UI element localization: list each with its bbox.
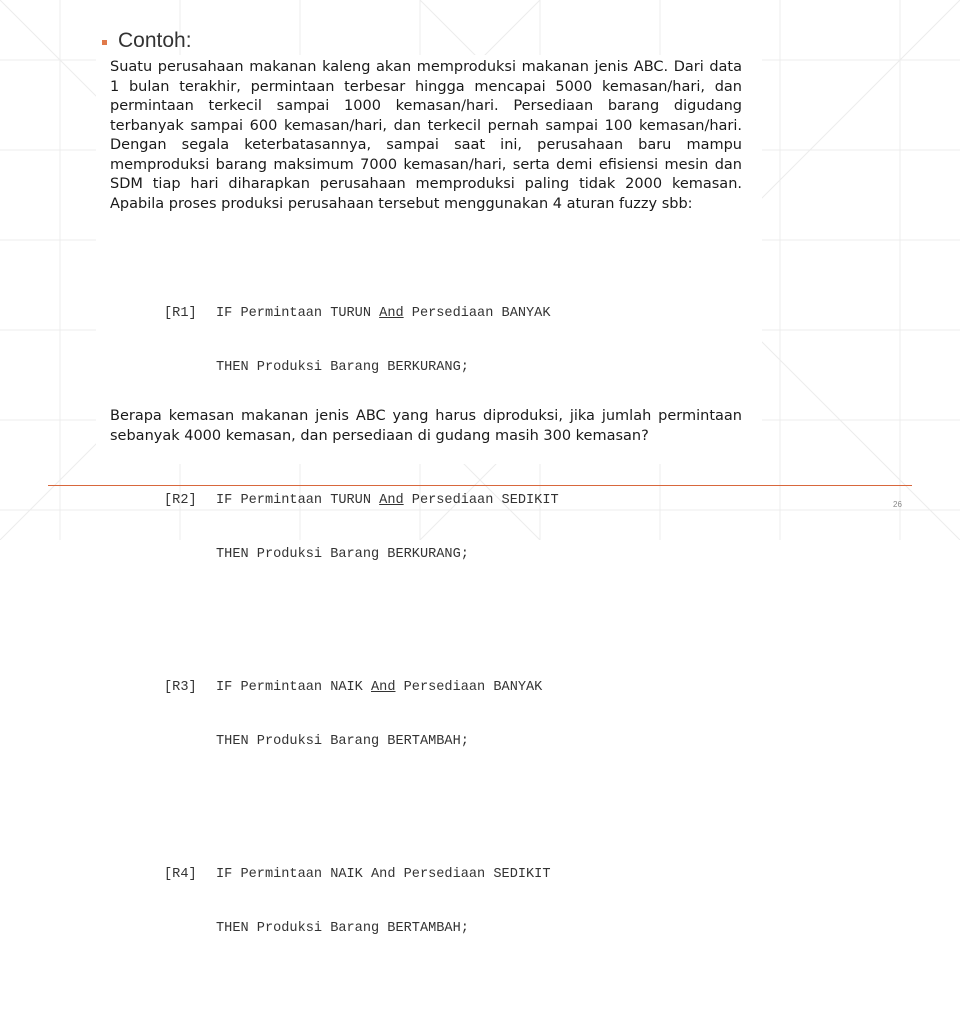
bullet-icon: [102, 40, 107, 45]
problem-intro: Suatu perusahaan makanan kaleng akan memproduksi makanan jenis ABC. Dari data 1 bulan terakhir, permintaan terbesar hingga mencapai 5000 kemasan/hari, dan permintaan terkecil sampai 1000 kemasan/hari. Persediaan barang digudang terbanyak sampai 600 kemasan/hari, dan terkecil pernah sampai 100 kemasan/hari. Dengan segala keterbatasannya, sampai saat ini, perusahaan baru mampu memproduksi barang maksimum 7000 kemasan/hari, serta demi efisiensi mesin dan SDM tiap hari diharapkan perusahaan memproduksi paling tidak 2000 kemasan. Apabila proses produksi perusahaan tersebut menggunakan 4 aturan fuzzy sbb:: [110, 59, 742, 212]
rule-r4: [164, 830, 559, 974]
rule-if-post: Persediaan BANYAK: [395, 680, 543, 695]
slide-heading: Contoh:: [118, 29, 192, 52]
rule-tag: [R2]: [164, 493, 197, 508]
fuzzy-rules: [164, 233, 559, 1017]
problem-question: Berapa kemasan makanan jenis ABC yang harus diproduksi, jika jumlah permintaan sebanyak 4000 kemasan, dan persediaan di gudang masih 300 kemasan?: [110, 408, 742, 444]
rule-then: THEN Produksi Barang BERTAMBAH;: [216, 921, 469, 936]
rule-r2: [164, 456, 559, 600]
rule-if-pre: IF Permintaan TURUN: [216, 493, 380, 508]
rule-tag: [R3]: [164, 680, 197, 695]
rule-tag: [R1]: [164, 306, 197, 321]
rule-if-post: Persediaan SEDIKIT: [395, 867, 551, 882]
footer-divider: [48, 485, 912, 486]
rule-if-post: Persediaan BANYAK: [403, 306, 551, 321]
rule-if-pre: IF Permintaan NAIK: [216, 867, 371, 882]
rule-if-post: Persediaan SEDIKIT: [403, 493, 559, 508]
rule-if-pre: IF Permintaan NAIK: [216, 680, 371, 695]
rule-then: THEN Produksi Barang BERTAMBAH;: [216, 734, 469, 749]
rule-then: THEN Produksi Barang BERKURANG;: [216, 360, 469, 375]
rule-and: And: [371, 867, 396, 882]
rule-and: And: [379, 493, 404, 508]
rule-and: And: [379, 306, 404, 321]
page-number: 26: [893, 500, 902, 509]
rule-if-pre: IF Permintaan TURUN: [216, 306, 380, 321]
rule-then: THEN Produksi Barang BERKURANG;: [216, 547, 469, 562]
rule-r3: [164, 643, 559, 787]
rule-r1: [164, 269, 559, 413]
rule-tag: [R4]: [164, 867, 197, 882]
problem-document: [96, 55, 762, 936]
rule-and: And: [371, 680, 396, 695]
heading-row: [102, 26, 192, 56]
